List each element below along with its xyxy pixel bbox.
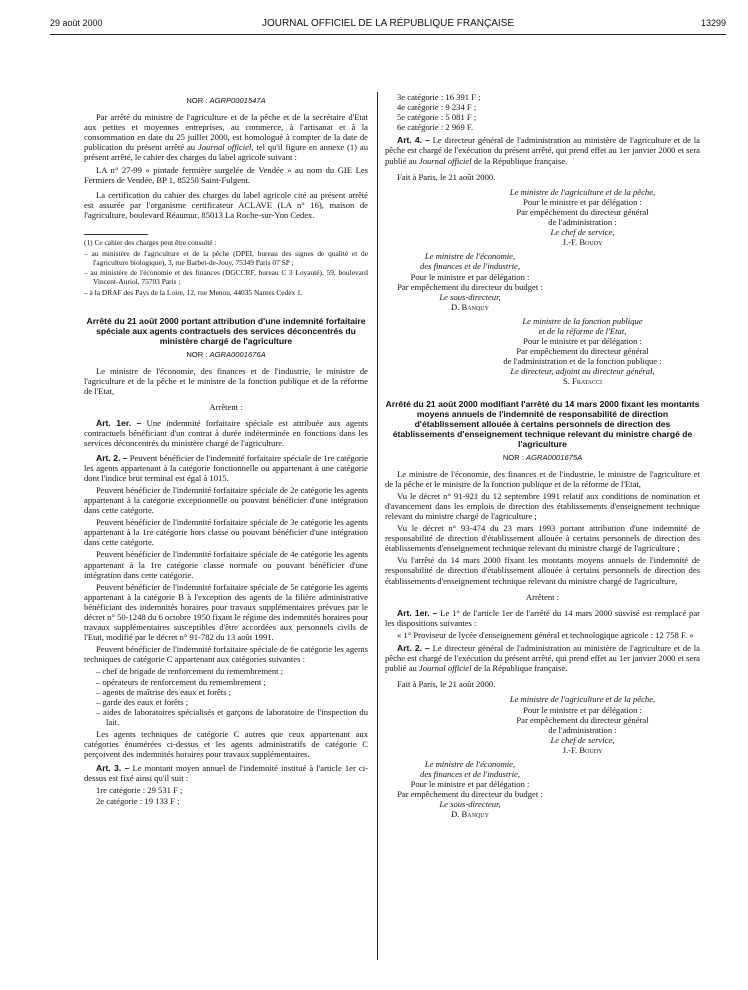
paragraph: Peuvent bénéficier de l'indemnité forfaitaire spéciale de 6e catégorie les agents techniques de catégorie C appartenant aux catégories suivantes : — [84, 644, 368, 665]
footnote-item: – au ministère de l'économie et des finances (DGCCRF, bureau C 3 Loyauté), 59, boulevard Vincent-Auriol, 75703 Paris ; — [84, 268, 368, 287]
article: Art. 3. – Le montant moyen annuel de l'indemnité institué à l'article 1er ci-dessus est fixé ainsi qu'il suit : — [84, 763, 368, 784]
article: Art. 4. – Le directeur général de l'administration au ministère de l'agriculture et de la pêche est chargé de l'exécution du présent arrêté, qui prend effet au 1er janvier 2000 et sera publié au Journal officiel de la République française. — [385, 135, 700, 166]
arretent: Arrêtent : — [209, 402, 243, 413]
quote: « 1° Proviseur de lycée d'enseignement général et technologique agricole : 12 758 F. » — [397, 629, 694, 640]
footnote-rule — [84, 234, 148, 235]
header-date: 29 août 2000 — [50, 18, 103, 28]
signature-date: Fait à Paris, le 21 août 2000. — [397, 679, 496, 690]
footnote: (1) Ce cahier des charges peut être consulté : – au ministère de l'agriculture et de la pêche (DPEI, bureau des signes de qualité et de l'agriculture biologique), 3, rue Barbet-de-Jouy, 75349 Paris 07 SP ; – au ministère de l'économie et des finances (DGCCRF, bureau C 3 Loyauté), 59, boulevard Vincent-Auriol, 75703 Paris ; – à la DRAF des Pays de la Loire, 12, rue Menou, 44035 Nantes Cedex 1. — [84, 238, 368, 298]
category-amount: 1re catégorie : 29 531 F ; — [96, 785, 183, 796]
list-item: – opérateurs de renforcement du remembrement ; — [96, 676, 266, 687]
nor-reference: NOR : AGRP0001547A — [186, 96, 266, 105]
signature-block: Le ministre de la fonction publique et de la réforme de l'Etat, Pour le ministre et par délégation : Par empêchement du directeur général de l'administration et de la fonction publique : Le directeur, adjoint au directeur général, S. Fratacci — [503, 315, 662, 387]
page-header — [50, 18, 726, 32]
list-item: – aides de laboratoires spécialisés et garçons de laboratoire de l'inspection du lait. — [96, 706, 368, 727]
category-amount: 5e catégorie : 5 081 F ; — [397, 112, 477, 123]
preamble: Le ministre de l'économie, des finances et de l'industrie, le ministre de l'agriculture et de la pêche et le ministre de la fonction publique et de la réforme de l'Etat, — [84, 365, 368, 397]
decree-title: Arrêté du 21 août 2000 modifiant l'arrêté du 14 mars 2000 fixant les montants moyens annuels de l'indemnité de responsabilité de direction d'établissement allouée à certains personnels de direction des établissements d'enseignement technique relevant du ministre chargé de l'agriculture — [385, 398, 700, 449]
nor-reference: NOR : AGRA0001676A — [186, 349, 266, 359]
article: Art. 1er. – Le 1° de l'article 1er de l'arrêté du 14 mars 2000 susvisé est remplacé par les dispositions suivantes : — [385, 607, 701, 628]
signature-block: Le ministre de l'économie, des finances et de l'industrie, Pour le ministre et par délégation : Par empêchement du directeur du budget : Le sous-directeur, D. Banquy — [397, 758, 543, 820]
visa: Vu le décret n° 91-921 du 12 septembre 1991 relatif aux conditions de nomination et d'avancement dans les emplois de direction des établissements d'enseignement technique relevant du ministre chargé de l'agriculture ; — [385, 490, 700, 521]
article: Art. 2. – Le directeur général de l'administration au ministère de l'agriculture et de la pêche est chargé de l'exécution du présent arrêté, qui prend effet au 1er janvier 2000 et sera publié au Journal officiel de la République française. — [385, 643, 700, 674]
category-amount: 6e catégorie : 2 969 F. — [397, 122, 474, 133]
paragraph: Peuvent bénéficier de l'indemnité forfaitaire spéciale de 2e catégorie les agents appartenant à la catégorie exceptionnelle ou pouvant bénéficier d'une intégration dans cette catégorie. — [84, 484, 368, 516]
signature-block: Le ministre de l'agriculture et de la pêche, Pour le ministre et par délégation : Par empêchement du directeur général de l'administration : Le chef de service, J.-F. Boudy — [509, 186, 656, 248]
preamble: Le ministre de l'économie, des finances et de l'industrie, le ministre de l'agriculture et de la pêche et le ministre de la fonction publique et de la réforme de l'Etat, — [385, 468, 700, 489]
paragraph: Par arrêté du ministre de l'agriculture et de la pêche et de la secrétaire d'Etat aux petites et moyennes entreprises, au commerce, à l'artisanat et à la consommation en date du 25 juillet 2000, est homologué à compter de la date de publication du présent arrêté au Journal officiel, tel qu'il figure en annexe (1) au présent arrêté, le cahier des charges du label agricole suivant : — [84, 112, 368, 163]
paragraph: Peuvent bénéficier de l'indemnité forfaitaire spéciale de 3e catégorie les agents appartenant à la 1re catégorie hors classe ou pouvant bénéficier d'une intégration dans cette catégorie. — [84, 517, 368, 548]
category-amount: 2e catégorie : 19 133 F ; — [96, 795, 180, 806]
paragraph: LA n° 27-99 « pintade fermière surgelée de Vendée » au nom du GIE Les Fermiers de Vendée, BP 1, 85250 Saint-Fulgent. — [84, 164, 368, 185]
signature-block: Le ministre de l'économie, des finances et de l'industrie, Pour le ministre et par délégation : Par empêchement du directeur du budget : Le sous-directeur, D. Banquy — [397, 251, 543, 312]
signature-block: Le ministre de l'agriculture et de la pêche, Pour le ministre et par délégation : Par empêchement du directeur général de l'administration : Le chef de service, J.-F. Boudy — [509, 694, 656, 755]
arretent: Arrêtent : — [525, 591, 560, 602]
article: Art. 1er. – Une indemnité forfaitaire spéciale est attribuée aux agents contractuels bénéficiant d'un contrat à durée indéterminée en fonctions dans les services déconcentrés du ministère chargé de l'agriculture. — [84, 418, 369, 449]
list-item: – chef de brigade de renforcement du remembrement ; — [96, 666, 284, 677]
visa: Vu l'arrêté du 14 mars 2000 fixant les montants moyens annuels de l'indemnité de responsabilité de direction d'établissement allouée à certains personnels de direction des établissements d'enseignement technique relevant du ministre chargé de l'agriculture, — [385, 555, 700, 586]
paragraph: Peuvent bénéficier de l'indemnité forfaitaire spéciale de 5e catégorie les agents appartenant à la catégorie B à l'exception des agents de la filière administrative bénéficiant des indemnités horaires pour travaux supplémentaires prévues par le décret n° 50-1248 du 6 octobre 1950 fixant le régime des indemnités horaires pour travaux supplémentaires susceptibles d'être accordées aux personnels civils de l'Etat, modifié par le décret n° 91-782 du 13 août 1991. — [84, 581, 368, 643]
list-item: – agents de maîtrise des eaux et forêts ; — [96, 686, 232, 697]
paragraph: Les agents techniques de catégorie C autres que ceux appartenant aux catégories énumérées ci-dessus et les agents administratifs de catégorie C perçoivent des indemnités horaires pour travaux supplémentaires. — [84, 729, 368, 760]
column-divider — [377, 92, 378, 960]
article: Art. 2. – Peuvent bénéficier de l'indemnité forfaitaire spéciale de 1re catégorie les agents appartenant à la catégorie fonctionnelle ou appartenant à une catégorie dont l'indice brut terminal est égal à 1015. — [84, 452, 368, 483]
visa: Vu le décret n° 93-474 du 23 mars 1993 portant attribution d'une indemnité de responsabilité de direction d'établissement allouée à certains personnels de direction des établissements d'enseignement technique relevant du ministre chargé de l'agriculture ; — [385, 523, 700, 554]
header-rule — [50, 34, 726, 35]
category-amount: 3e catégorie : 16 391 F ; — [397, 92, 481, 102]
footnote-item: – à la DRAF des Pays de la Loire, 12, rue Menou, 44035 Nantes Cedex 1. — [84, 288, 303, 298]
signature-date: Fait à Paris, le 21 août 2000. — [397, 171, 496, 182]
nor-reference: NOR : AGRA0001675A — [502, 452, 583, 462]
paragraph: La certification du cahier des charges du label agricole cité au présent arrêté est assurée par l'organisme certificateur ACLAVE (LA n° 16), maison de l'agriculture, boulevard Réaumur, 85013 La Roche-sur-Yon Cedex. — [84, 189, 368, 220]
category-amount: 4e catégorie : 9 234 F ; — [397, 102, 477, 113]
decree-title: Arrêté du 21 août 2000 portant attribution d'une indemnité forfaitaire spéciale aux agents contractuels des services déconcentrés du ministère chargé de l'agriculture — [86, 315, 366, 346]
page-number: 13299 — [700, 18, 726, 28]
journal-title: JOURNAL OFFICIEL DE LA RÉPUBLIQUE FRANÇAISE — [261, 18, 515, 29]
paragraph: Peuvent bénéficier de l'indemnité forfaitaire spéciale de 4e catégorie les agents appartenant à la 1re catégorie classe normale ou pouvant bénéficier d'une intégration dans cette catégorie. — [84, 549, 368, 580]
left-column — [84, 92, 368, 806]
list-item: – garde des eaux et forêts ; — [96, 696, 189, 707]
right-column — [385, 92, 700, 820]
footnote-item: – au ministère de l'agriculture et de la pêche (DPEI, bureau des signes de qualité et de l'agriculture biologique), 3, rue Barbet-de-Jouy, 75349 Paris 07 SP ; — [84, 248, 368, 267]
